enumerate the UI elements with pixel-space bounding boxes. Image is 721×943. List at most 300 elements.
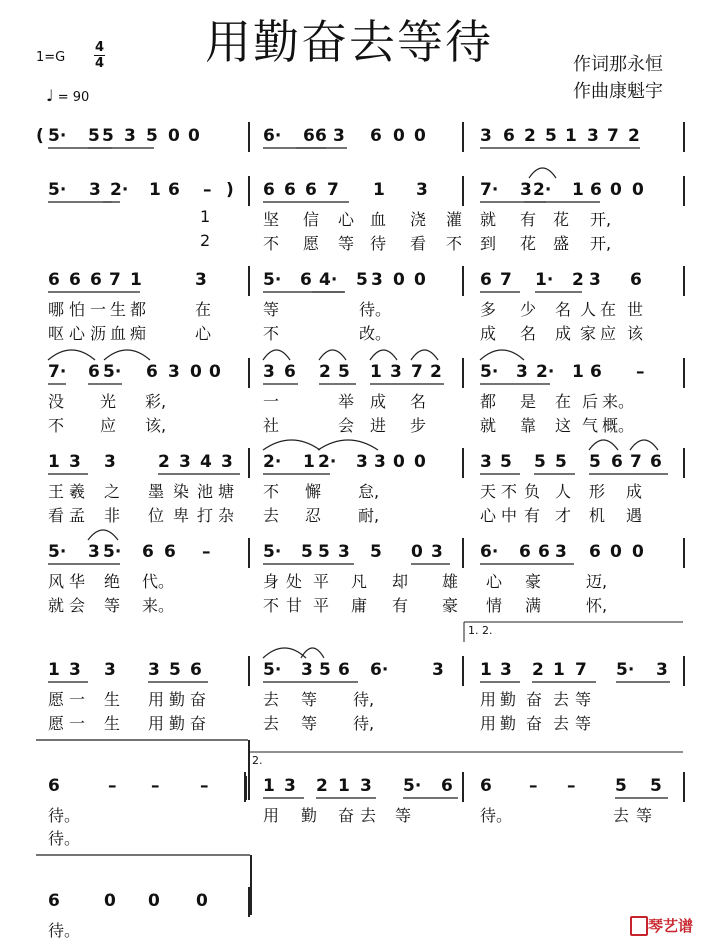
lyric-v2-2-7: 改。 (359, 324, 392, 343)
note-5-0: 5· (48, 542, 67, 562)
note-2-2: 6 (90, 270, 102, 290)
lyric-v1-7-4: 去 (360, 806, 377, 825)
note-1-2: 2· (110, 180, 129, 200)
lyric-v1-5-2: 绝 (104, 572, 121, 591)
lyric-v1-5-9: 雄 (442, 572, 459, 591)
lyric-v2-1-6: 到 (480, 234, 497, 253)
note-5-2: 5· (103, 542, 122, 562)
lyric-v2-1-9: 开, (590, 234, 612, 253)
lyric-v1-2-4: 都 (130, 300, 147, 319)
lyric-v1-5-8: 却 (392, 572, 409, 591)
note-0-14: 0 (414, 126, 426, 146)
lyric-v1-6-0: 愿 (48, 690, 65, 709)
lyric-v1-1-6: 就 (480, 210, 497, 229)
note-4-13: 0 (414, 452, 426, 472)
note-2-11: 0 (393, 270, 405, 290)
lyric-v2-6-13: 等 (575, 714, 592, 733)
lyric-v2-6-11: 奋 (526, 714, 543, 733)
lyric-v2-1-3: 待 (370, 234, 387, 253)
lyric-v2-2-12: 应 (600, 324, 617, 343)
tempo-value: = 90 (57, 90, 90, 105)
lyric-v1-2-0: 哪 (48, 300, 65, 319)
lyric-v2-5-0: 就 (48, 596, 65, 615)
lyric-v2-6-10: 勤 (500, 714, 517, 733)
tempo-marking (46, 86, 89, 105)
note-1-16: 1 (572, 180, 584, 200)
lyric-v1-3-6: 名 (410, 392, 427, 411)
note-7-10: 6 (441, 776, 453, 796)
note-1-5: – (203, 180, 212, 200)
lyric-v2-5-8: 有 (392, 596, 409, 615)
note-2-18: 6 (630, 270, 642, 290)
lyric-v1-6-10: 勤 (500, 690, 517, 709)
lyric-v1-4-11: 不 (501, 482, 518, 501)
note-0-3: 5 (102, 126, 114, 146)
lyric-v2-6-7: 等 (301, 714, 318, 733)
note-6-8: 5 (319, 660, 331, 680)
lyric-v1-1-4: 浇 (410, 210, 427, 229)
note-6-14: 2 (532, 660, 544, 680)
note-7-1: – (108, 776, 117, 796)
note-7-12: – (529, 776, 538, 796)
barline (683, 358, 685, 388)
note-0-18: 5 (545, 126, 557, 146)
lyric-v1-4-13: 人 (555, 482, 572, 501)
note-4-15: 5 (500, 452, 512, 472)
note-0-17: 2 (524, 126, 536, 146)
note-5-12: 3 (431, 542, 443, 562)
note-2-16: 2 (572, 270, 584, 290)
note-7-4: 1 (263, 776, 275, 796)
lyric-v2-4-13: 才 (555, 506, 572, 525)
note-1-4: 6 (168, 180, 180, 200)
key-signature: 1=G (36, 50, 66, 65)
slur (630, 440, 658, 450)
note-4-21: 6 (650, 452, 662, 472)
note-1-6: ) (226, 180, 234, 200)
lyric-v1-5-3: 代。 (142, 572, 175, 591)
note-0-10: 6 (315, 126, 327, 146)
lyric-v2-3-8: 靠 (520, 416, 537, 435)
note-3-20: – (636, 362, 645, 382)
note-3-6: 0 (209, 362, 221, 382)
note-3-10: 5 (338, 362, 350, 382)
note-4-17: 5 (555, 452, 567, 472)
note-1-11: 1 (373, 180, 385, 200)
lyric-v1-5-0: 风 (48, 572, 65, 591)
note-8-0: 6 (48, 891, 60, 911)
lyric-v1-8-0: 待。 (48, 921, 81, 940)
note-7-9: 5· (403, 776, 422, 796)
lyric-v2-4-10: 心 (480, 506, 497, 525)
note-6-10: 6· (370, 660, 389, 680)
lyric-v2-5-4: 不 (263, 596, 280, 615)
lyric-v2-6-5: 奋 (190, 714, 207, 733)
lyric-v2-2-5: 心 (195, 324, 212, 343)
lyric-v1-4-9: 怠, (358, 482, 380, 501)
barline (248, 656, 250, 686)
barline (683, 122, 685, 152)
lyric-v2-2-6: 不 (263, 324, 280, 343)
note-5-1: 3 (88, 542, 100, 562)
note-4-14: 3 (480, 452, 492, 472)
lyric-v1-2-5: 在 (195, 300, 212, 319)
lyric-v1-1-0: 坚 (263, 210, 280, 229)
lyric-v1-7-8: 等 (636, 806, 653, 825)
barline (683, 538, 685, 568)
note-0-5: 5 (146, 126, 158, 146)
note-3-11: 1 (370, 362, 382, 382)
lyric-v2-3-3: 社 (263, 416, 280, 435)
note-2-9: 5 (356, 270, 368, 290)
lyric-v1-7-2: 勤 (301, 806, 318, 825)
note-5-5: – (202, 542, 211, 562)
note-8-2: 0 (148, 891, 160, 911)
note-6-15: 1 (553, 660, 565, 680)
lyric-v1-4-0: 王 (48, 482, 65, 501)
volta-2: 2. (252, 754, 263, 767)
lyric-v2-1-5: 不 (446, 234, 463, 253)
lyric-v1-6-7: 等 (301, 690, 318, 709)
lyric-v1-3-11: 来。 (602, 392, 635, 411)
note-6-11: 3 (432, 660, 444, 680)
note-8-1: 0 (104, 891, 116, 911)
note-4-7: 2· (263, 452, 282, 472)
verse-label-2: 2 (200, 231, 211, 250)
page-title: 用勤奋去等待 (205, 15, 493, 69)
lyric-v2-5-9: 豪 (442, 596, 459, 615)
lyric-v2-5-3: 来。 (142, 596, 175, 615)
lyric-v1-2-7: 待。 (359, 300, 392, 319)
volta-1-2: 1. 2. (468, 624, 493, 637)
note-6-4: 5 (169, 660, 181, 680)
note-5-3: 6 (142, 542, 154, 562)
note-3-7: 3 (263, 362, 275, 382)
note-4-0: 1 (48, 452, 60, 472)
lyric-v1-5-12: 迈, (586, 572, 608, 591)
lyric-v1-6-4: 勤 (169, 690, 186, 709)
lyric-v2-4-2: 非 (104, 506, 121, 525)
note-5-19: 0 (632, 542, 644, 562)
lyric-v1-2-10: 名 (555, 300, 572, 319)
note-0-4: 3 (124, 126, 136, 146)
lyric-v1-7-1: 用 (263, 806, 280, 825)
note-4-10: 3 (356, 452, 368, 472)
lyric-v1-4-10: 天 (480, 482, 497, 501)
slur (480, 350, 524, 360)
lyric-v1-2-6: 等 (263, 300, 280, 319)
lyric-v2-3-4: 会 (338, 416, 355, 435)
note-2-4: 1 (130, 270, 142, 290)
note-2-17: 3 (589, 270, 601, 290)
barline (683, 448, 685, 478)
note-4-5: 4 (200, 452, 212, 472)
note-6-7: 3 (301, 660, 313, 680)
note-6-16: 7 (575, 660, 587, 680)
note-1-10: 7 (327, 180, 339, 200)
note-4-16: 5 (534, 452, 546, 472)
lyric-v1-6-12: 去 (553, 690, 570, 709)
lyric-v2-2-9: 名 (520, 324, 537, 343)
lyric-v2-1-8: 盛 (553, 234, 570, 253)
final-barline (250, 855, 252, 915)
barline (462, 448, 464, 478)
lyric-v2-3-9: 这 (555, 416, 572, 435)
note-3-1: 6 (88, 362, 100, 382)
note-5-9: 3 (338, 542, 350, 562)
note-2-3: 7 (109, 270, 121, 290)
lyric-v2-2-13: 该 (627, 324, 644, 343)
note-7-8: 3 (360, 776, 372, 796)
lyric-v2-6-8: 待, (353, 714, 375, 733)
lyric-v2-4-7: 去 (263, 506, 280, 525)
lyric-v2-5-1: 会 (69, 596, 86, 615)
barline (248, 176, 250, 206)
note-2-7: 6 (300, 270, 312, 290)
barline (683, 772, 685, 802)
lyric-v1-4-8: 懈 (305, 482, 322, 501)
lyric-v2-5-6: 平 (313, 596, 330, 615)
barline (248, 122, 250, 152)
note-5-17: 6 (589, 542, 601, 562)
note-2-0: 6 (48, 270, 60, 290)
lyric-v2-4-3: 位 (148, 506, 165, 525)
lyric-v1-6-5: 奋 (190, 690, 207, 709)
note-0-2: 5 (88, 126, 100, 146)
note-6-6: 5· (263, 660, 282, 680)
lyric-v1-7-6: 待。 (480, 806, 513, 825)
lyric-v2-5-10: 情 (486, 596, 503, 615)
barline (462, 122, 464, 152)
note-0-9: 6 (303, 126, 315, 146)
lyric-v1-6-2: 生 (104, 690, 121, 709)
barline (462, 358, 464, 388)
slur (263, 648, 306, 658)
lyric-v2-3-11: 概。 (602, 416, 635, 435)
note-1-17: 6 (590, 180, 602, 200)
note-5-10: 5 (370, 542, 382, 562)
lyric-v1-2-11: 人 (580, 300, 597, 319)
time-sig-top: 4 (94, 40, 105, 55)
verse-label-1: 1 (200, 207, 211, 226)
lyric-v2-2-2: 沥 (90, 324, 107, 343)
note-3-12: 3 (390, 362, 402, 382)
note-2-12: 0 (414, 270, 426, 290)
lyric-v1-3-1: 光 (100, 392, 117, 411)
quarter-note-icon: ♩ (46, 86, 54, 105)
slur (589, 440, 618, 450)
note-3-2: 5· (103, 362, 122, 382)
slur (318, 440, 378, 450)
note-7-0: 6 (48, 776, 60, 796)
note-2-10: 3 (371, 270, 383, 290)
time-signature (94, 40, 105, 71)
note-4-6: 3 (221, 452, 233, 472)
note-6-2: 3 (104, 660, 116, 680)
lyric-v1-6-1: 一 (69, 690, 86, 709)
lyric-v1-4-6: 塘 (218, 482, 235, 501)
lyric-v2-1-7: 花 (520, 234, 537, 253)
lyric-v2-2-0: 呕 (48, 324, 65, 343)
lyric-v1-4-2: 之 (104, 482, 121, 501)
lyric-v1-3-5: 成 (370, 392, 387, 411)
barline (248, 266, 250, 296)
lyric-v2-6-4: 勤 (169, 714, 186, 733)
lyric-v1-5-1: 华 (69, 572, 86, 591)
lyric-v2-1-4: 看 (410, 234, 427, 253)
note-0-6: 0 (168, 126, 180, 146)
barline (683, 656, 685, 686)
note-1-19: 0 (632, 180, 644, 200)
note-7-3: – (200, 776, 209, 796)
lyric-v1-2-3: 生 (110, 300, 127, 319)
lyric-v1-6-11: 奋 (526, 690, 543, 709)
note-5-16: 3 (555, 542, 567, 562)
note-1-12: 3 (416, 180, 428, 200)
slur (104, 350, 150, 360)
note-4-2: 3 (104, 452, 116, 472)
lyric-v2-6-9: 用 (480, 714, 497, 733)
note-6-0: 1 (48, 660, 60, 680)
note-3-16: 3 (516, 362, 528, 382)
lyric-v1-2-13: 世 (627, 300, 644, 319)
slur (301, 648, 324, 658)
note-2-13: 6 (480, 270, 492, 290)
note-7-13: – (567, 776, 576, 796)
note-2-15: 1· (535, 270, 554, 290)
note-1-9: 6 (305, 180, 317, 200)
note-0-21: 7 (607, 126, 619, 146)
lyric-v2-2-3: 血 (110, 324, 127, 343)
lyric-v2-5-7: 庸 (351, 596, 368, 615)
note-3-0: 7· (48, 362, 67, 382)
lyric-v1-4-14: 形 (589, 482, 606, 501)
barline (683, 176, 685, 206)
lyric-v1-5-6: 平 (313, 572, 330, 591)
lyric-v2-4-11: 中 (501, 506, 518, 525)
note-0-12: 6 (370, 126, 382, 146)
lyric-v2-2-11: 家 (580, 324, 597, 343)
lyric-v2-4-4: 卑 (173, 506, 190, 525)
note-1-14: 3 (520, 180, 532, 200)
lyric-v1-7-5: 等 (395, 806, 412, 825)
note-1-3: 1 (149, 180, 161, 200)
note-1-7: 6 (263, 180, 275, 200)
note-6-18: 3 (656, 660, 668, 680)
slur (319, 350, 346, 360)
note-3-15: 5· (480, 362, 499, 382)
note-0-1: 5· (48, 126, 67, 146)
lyric-v1-5-11: 豪 (525, 572, 542, 591)
lyric-v2-4-14: 机 (589, 506, 606, 525)
lyricist-credit: 作词那永恒 (573, 54, 663, 75)
barline (248, 448, 250, 478)
note-1-0: 5· (48, 180, 67, 200)
lyric-v1-3-4: 举 (338, 392, 355, 411)
note-5-18: 0 (610, 542, 622, 562)
note-6-5: 6 (190, 660, 202, 680)
lyric-v2-4-0: 看 (48, 506, 65, 525)
slur (263, 350, 290, 360)
note-5-15: 6 (538, 542, 550, 562)
lyric-v1-2-9: 少 (520, 300, 537, 319)
lyric-v1-3-8: 是 (520, 392, 537, 411)
note-3-17: 2· (536, 362, 555, 382)
slur (529, 168, 556, 178)
slur (411, 350, 438, 360)
lyric-v2-5-5: 甘 (286, 596, 303, 615)
barline (462, 772, 464, 802)
note-2-1: 6 (69, 270, 81, 290)
barline (683, 266, 685, 296)
lyric-v2-3-7: 就 (480, 416, 497, 435)
repeat-barline (244, 776, 247, 800)
lyric-v2-1-1: 愿 (303, 234, 320, 253)
lyric-v2-4-6: 杂 (218, 506, 235, 525)
lyric-v1-2-1: 怕 (69, 300, 86, 319)
lyric-v2-6-1: 一 (69, 714, 86, 733)
lyric-v2-2-1: 心 (69, 324, 86, 343)
lyric-v1-6-6: 去 (263, 690, 280, 709)
lyric-v1-2-12: 在 (600, 300, 617, 319)
lyric-v1-1-5: 灌 (446, 210, 463, 229)
note-0-8: 6· (263, 126, 282, 146)
lyric-v2-2-8: 成 (480, 324, 497, 343)
lyric-v1-1-7: 有 (520, 210, 537, 229)
lyric-v1-3-9: 在 (555, 392, 572, 411)
slur (48, 350, 95, 360)
note-3-14: 2 (430, 362, 442, 382)
note-0-0: ( (36, 126, 44, 146)
note-5-4: 6 (164, 542, 176, 562)
lyric-v2-6-2: 生 (104, 714, 121, 733)
note-0-13: 0 (393, 126, 405, 146)
lyric-v1-3-2: 彩, (145, 392, 167, 411)
slur (370, 350, 397, 360)
note-7-6: 2 (316, 776, 328, 796)
lyric-v2-5-2: 等 (104, 596, 121, 615)
lyric-v1-4-3: 墨 (148, 482, 165, 501)
note-7-14: 5 (615, 776, 627, 796)
lyric-v1-1-9: 开, (590, 210, 612, 229)
lyric-v2-3-2: 该, (145, 416, 167, 435)
barline (462, 266, 464, 296)
note-5-14: 6 (519, 542, 531, 562)
note-4-4: 3 (179, 452, 191, 472)
lyric-v2-4-8: 忍 (305, 506, 322, 525)
note-7-15: 5 (650, 776, 662, 796)
lyric-v1-7-3: 奋 (338, 806, 355, 825)
note-0-15: 3 (480, 126, 492, 146)
note-6-17: 5· (616, 660, 635, 680)
lyric-v1-1-2: 心 (338, 210, 355, 229)
lyric-v1-5-4: 身 (263, 572, 280, 591)
note-4-18: 5 (589, 452, 601, 472)
lyric-v1-1-8: 花 (553, 210, 570, 229)
note-3-4: 3 (168, 362, 180, 382)
lyric-v1-7-7: 去 (613, 806, 630, 825)
composer-credit: 作曲康魁宇 (573, 81, 663, 102)
lyric-v1-6-3: 用 (148, 690, 165, 709)
note-4-3: 2 (158, 452, 170, 472)
lyric-v1-6-8: 待, (353, 690, 375, 709)
lyric-v2-7-0: 待。 (48, 829, 81, 848)
note-5-6: 5· (263, 542, 282, 562)
note-1-18: 0 (610, 180, 622, 200)
lyric-v1-4-15: 成 (626, 482, 643, 501)
note-3-5: 0 (190, 362, 202, 382)
lyric-v2-3-1: 应 (100, 416, 117, 435)
